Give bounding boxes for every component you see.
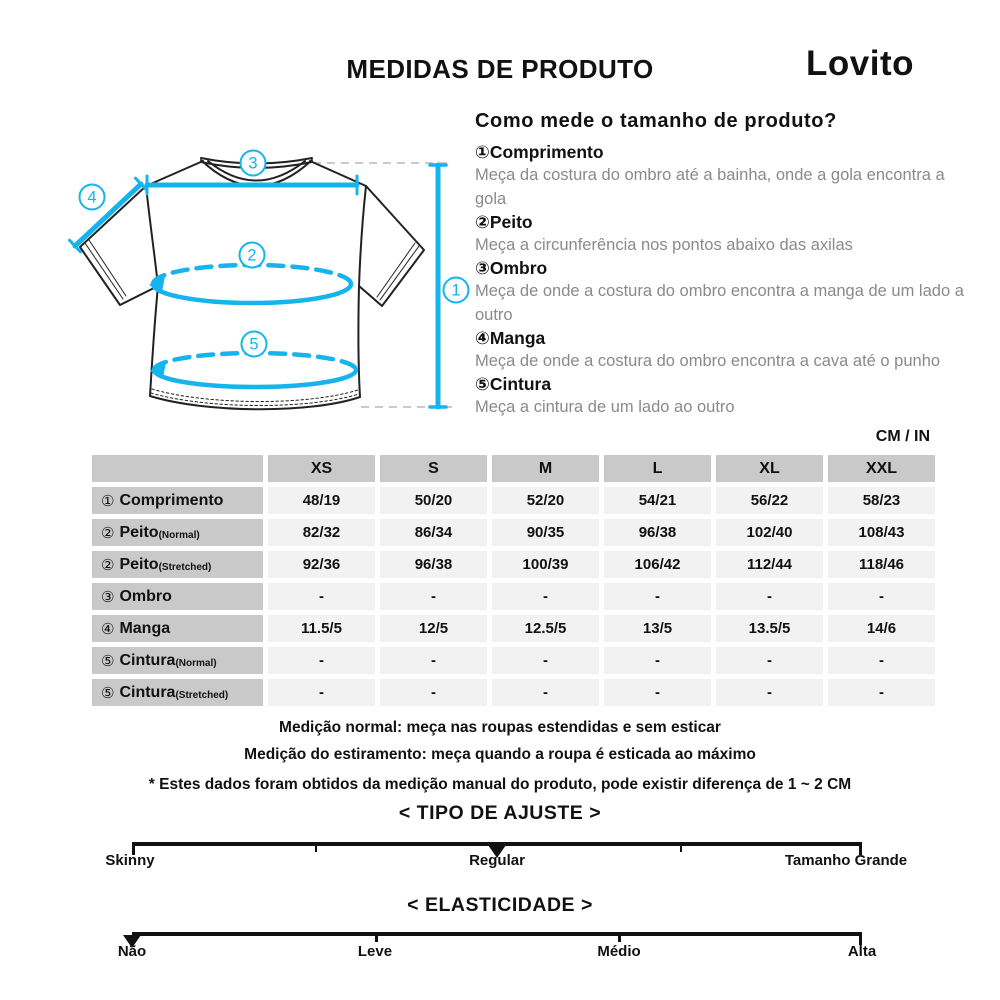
stretch-scale-heading: < ELASTICIDADE >	[407, 894, 593, 916]
value-cell: -	[604, 583, 711, 610]
value-cell: 13.5/5	[716, 615, 823, 642]
item-number: ③	[475, 258, 490, 278]
value-cell: 56/22	[716, 487, 823, 514]
value-cell: 106/42	[604, 551, 711, 578]
item-desc: Meça de onde a costura do ombro encontra a manga de um lado a outro	[475, 282, 964, 324]
fit-tick-quarter	[315, 842, 318, 852]
value-cell: 11.5/5	[268, 615, 375, 642]
item-label: Peito	[489, 212, 533, 232]
value-cell: 82/32	[268, 519, 375, 546]
value-cell: -	[380, 583, 487, 610]
callout-2	[240, 243, 265, 268]
size-table	[92, 455, 935, 706]
notes-line-3: * Estes dados foram obtidos da medição manual do produto, pode existir diferença de 1 ~ 2 CM	[148, 776, 852, 793]
value-cell: 96/38	[604, 519, 711, 546]
header-cell-s: S	[380, 455, 487, 482]
value-cell: 13/5	[604, 615, 711, 642]
item-desc: Meça da costura do ombro até a bainha, onde a gola encontra a gola	[475, 166, 945, 208]
value-cell: 12.5/5	[492, 615, 599, 642]
value-cell: -	[604, 647, 711, 674]
value-cell: -	[380, 647, 487, 674]
value-cell: 96/38	[380, 551, 487, 578]
callout-number-3: 3	[248, 154, 258, 173]
guide-item-manga	[475, 327, 967, 373]
header-cell-xxl: XXL	[828, 455, 935, 482]
item-desc: Meça de onde a costura do ombro encontra a cava até o punho	[475, 352, 941, 370]
item-label: Cintura	[489, 374, 552, 394]
value-cell: 108/43	[828, 519, 935, 546]
header-corner-cell	[92, 455, 263, 482]
value-cell: -	[492, 647, 599, 674]
value-cell: -	[492, 679, 599, 706]
guide-item-peito	[475, 211, 967, 257]
guide-item-cintura	[475, 373, 967, 419]
value-cell: 102/40	[716, 519, 823, 546]
row-label-cintura-normal: ⑤ Cintura (Normal)	[92, 647, 263, 674]
value-cell: -	[604, 679, 711, 706]
header-cell-m: M	[492, 455, 599, 482]
value-cell: 58/23	[828, 487, 935, 514]
item-desc: Meça a cintura de um lado ao outro	[475, 398, 735, 416]
tshirt-measurement-diagram	[55, 128, 475, 428]
callout-number-4: 4	[87, 188, 97, 207]
value-cell: -	[716, 583, 823, 610]
callout-number-5: 5	[249, 335, 259, 354]
value-cell: 54/21	[604, 487, 711, 514]
row-label-comprimento: ① Comprimento	[92, 487, 263, 514]
callout-number-2: 2	[247, 246, 257, 265]
value-cell: 90/35	[492, 519, 599, 546]
stretch-label-leve: Leve	[357, 943, 393, 960]
stretch-scale-line	[132, 932, 862, 948]
measure-guide	[475, 110, 967, 419]
value-cell: 12/5	[380, 615, 487, 642]
stretch-tick-third	[375, 932, 378, 942]
row-label-cintura-stretched: ⑤ Cintura (Stretched)	[92, 679, 263, 706]
value-cell: 92/36	[268, 551, 375, 578]
value-cell: -	[268, 679, 375, 706]
value-cell: 86/34	[380, 519, 487, 546]
value-cell: 118/46	[828, 551, 935, 578]
fit-label-regular: Regular	[469, 852, 525, 869]
measure-ellipse-waist	[154, 353, 356, 387]
row-label-ombro: ③ Ombro	[92, 583, 263, 610]
fit-tick-threequarter	[680, 842, 683, 852]
row-label-peito-normal: ② Peito (Normal)	[92, 519, 263, 546]
stretch-label-alta: Alta	[847, 943, 877, 960]
callout-4	[80, 185, 105, 210]
stretch-scale-bar	[132, 932, 862, 936]
stretch-label-nao: Não	[117, 943, 147, 960]
guide-item-comprimento	[475, 141, 967, 211]
value-cell: -	[716, 679, 823, 706]
item-number: ②	[475, 212, 490, 232]
value-cell: -	[268, 647, 375, 674]
header-cell-xl: XL	[716, 455, 823, 482]
fit-label-tamanho-grande: Tamanho Grande	[784, 852, 908, 869]
extension-dashes	[313, 163, 452, 407]
item-label: Comprimento	[489, 142, 604, 162]
unit-label: CM / IN	[875, 428, 930, 445]
value-cell: -	[828, 647, 935, 674]
notes-line-1: Medição normal: meça nas roupas estendidas e sem esticar	[279, 719, 721, 736]
header-cell-l: L	[604, 455, 711, 482]
measure-line-shoulder	[147, 176, 357, 194]
item-number: ⑤	[475, 374, 490, 394]
notes-line-2: Medição do estiramento: meça quando a roupa é esticada ao máximo	[244, 746, 756, 763]
header-cell-xs: XS	[268, 455, 375, 482]
callout-3	[241, 151, 266, 176]
value-cell: 48/19	[268, 487, 375, 514]
value-cell: 112/44	[716, 551, 823, 578]
item-label: Ombro	[489, 258, 548, 278]
callout-number-1: 1	[451, 281, 461, 300]
row-label-manga: ④ Manga	[92, 615, 263, 642]
value-cell: 14/6	[828, 615, 935, 642]
measure-ellipse-chest	[153, 265, 351, 303]
brand-logo: Lovito	[806, 44, 914, 83]
row-label-peito-stretched: ② Peito (Stretched)	[92, 551, 263, 578]
fit-scale-heading: < TIPO DE AJUSTE >	[398, 802, 602, 824]
value-cell: 50/20	[380, 487, 487, 514]
fit-label-skinny: Skinny	[105, 852, 155, 869]
stretch-label-medio: Médio	[597, 943, 641, 960]
callout-1	[444, 278, 469, 303]
item-number: ④	[475, 328, 490, 348]
value-cell: -	[716, 647, 823, 674]
value-cell: 52/20	[492, 487, 599, 514]
page-title: MEDIDAS DE PRODUTO	[346, 54, 654, 84]
guide-heading: Como mede o tamanho de produto?	[475, 110, 837, 132]
value-cell: -	[268, 583, 375, 610]
item-number: ①	[475, 142, 490, 162]
value-cell: -	[380, 679, 487, 706]
guide-item-ombro	[475, 257, 967, 327]
stretch-tick-twothird	[618, 932, 621, 942]
value-cell: -	[828, 679, 935, 706]
measurement-notes	[0, 714, 1000, 798]
value-cell: 100/39	[492, 551, 599, 578]
item-label: Manga	[489, 328, 546, 348]
item-desc: Meça a circunferência nos pontos abaixo das axilas	[475, 236, 853, 254]
value-cell: -	[828, 583, 935, 610]
callout-5	[242, 332, 267, 357]
value-cell: -	[492, 583, 599, 610]
